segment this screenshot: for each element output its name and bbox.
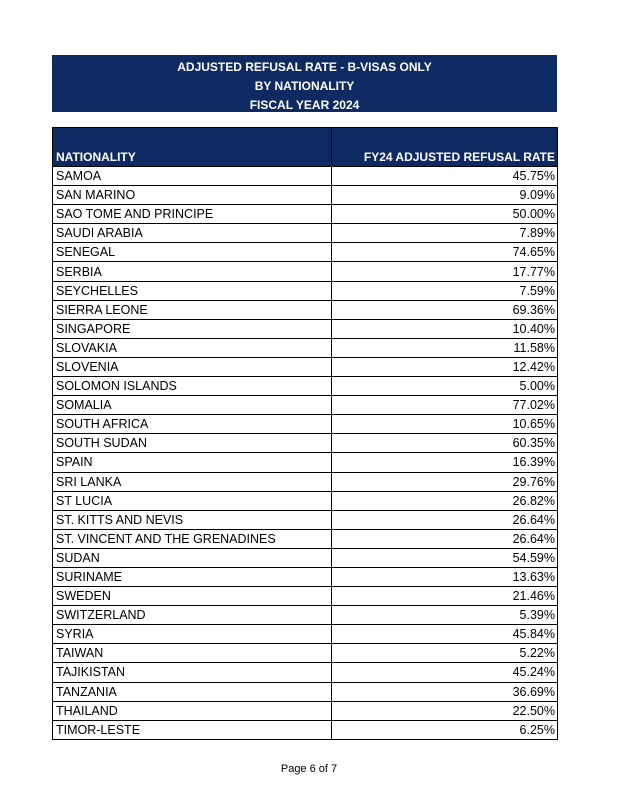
refusal-rate-cell: 7.89% (332, 224, 558, 243)
table-row (53, 186, 558, 205)
nationality-cell: SRI LANKA (53, 472, 332, 491)
refusal-rate-cell: 45.24% (332, 663, 558, 682)
table-row (53, 262, 558, 281)
refusal-rate-cell: 5.22% (332, 644, 558, 663)
table-row (53, 663, 558, 682)
refusal-rate-table-container (52, 127, 557, 740)
table-row (53, 338, 558, 357)
table-row (53, 300, 558, 319)
refusal-rate-cell: 5.00% (332, 377, 558, 396)
report-title-line-1: ADJUSTED REFUSAL RATE - B-VISAS ONLY (177, 60, 432, 74)
table-row (53, 472, 558, 491)
nationality-cell: SPAIN (53, 453, 332, 472)
refusal-rate-cell: 77.02% (332, 396, 558, 415)
table-row (53, 167, 558, 186)
refusal-rate-table (52, 127, 558, 740)
column-header-refusal-rate: FY24 ADJUSTED REFUSAL RATE (332, 128, 558, 167)
refusal-rate-cell: 10.65% (332, 415, 558, 434)
nationality-cell: SAO TOME AND PRINCIPE (53, 205, 332, 224)
nationality-cell: SEYCHELLES (53, 281, 332, 300)
table-row (53, 625, 558, 644)
refusal-rate-cell: 21.46% (332, 587, 558, 606)
refusal-rate-cell: 12.42% (332, 357, 558, 376)
table-row (53, 644, 558, 663)
nationality-cell: SWITZERLAND (53, 606, 332, 625)
nationality-cell: THAILAND (53, 701, 332, 720)
table-row (53, 415, 558, 434)
refusal-rate-cell: 22.50% (332, 701, 558, 720)
nationality-cell: SAN MARINO (53, 186, 332, 205)
table-row (53, 720, 558, 739)
refusal-rate-cell: 6.25% (332, 720, 558, 739)
table-row (53, 701, 558, 720)
table-row (53, 434, 558, 453)
refusal-rate-cell: 7.59% (332, 281, 558, 300)
nationality-cell: SENEGAL (53, 243, 332, 262)
table-row (53, 491, 558, 510)
refusal-rate-cell: 60.35% (332, 434, 558, 453)
refusal-rate-cell: 16.39% (332, 453, 558, 472)
table-row (53, 205, 558, 224)
nationality-cell: SUDAN (53, 548, 332, 567)
refusal-rate-cell: 45.84% (332, 625, 558, 644)
nationality-cell: SOUTH SUDAN (53, 434, 332, 453)
nationality-cell: SOUTH AFRICA (53, 415, 332, 434)
nationality-cell: TIMOR-LESTE (53, 720, 332, 739)
table-row (53, 319, 558, 338)
nationality-cell: ST. VINCENT AND THE GRENADINES (53, 529, 332, 548)
nationality-cell: TANZANIA (53, 682, 332, 701)
table-row (53, 567, 558, 586)
nationality-cell: TAIWAN (53, 644, 332, 663)
refusal-rate-cell: 13.63% (332, 567, 558, 586)
table-row (53, 548, 558, 567)
nationality-cell: SURINAME (53, 567, 332, 586)
refusal-rate-cell: 50.00% (332, 205, 558, 224)
table-row (53, 587, 558, 606)
refusal-rate-cell: 36.69% (332, 682, 558, 701)
report-title-line-3: FISCAL YEAR 2024 (249, 98, 360, 112)
nationality-cell: ST. KITTS AND NEVIS (53, 510, 332, 529)
nationality-cell: SINGAPORE (53, 319, 332, 338)
table-row (53, 682, 558, 701)
report-title-line-2: BY NATIONALITY (254, 79, 355, 93)
table-row (53, 510, 558, 529)
table-row (53, 453, 558, 472)
refusal-rate-cell: 45.75% (332, 167, 558, 186)
nationality-cell: SLOVAKIA (53, 338, 332, 357)
table-header-row (53, 128, 558, 167)
nationality-cell: SLOVENIA (53, 357, 332, 376)
refusal-rate-cell: 10.40% (332, 319, 558, 338)
table-row (53, 396, 558, 415)
table-row (53, 281, 558, 300)
nationality-cell: SYRIA (53, 625, 332, 644)
table-row (53, 606, 558, 625)
table-row (53, 377, 558, 396)
refusal-rate-cell: 74.65% (332, 243, 558, 262)
nationality-cell: ST LUCIA (53, 491, 332, 510)
nationality-cell: SWEDEN (53, 587, 332, 606)
nationality-cell: SOMALIA (53, 396, 332, 415)
nationality-cell: SAUDI ARABIA (53, 224, 332, 243)
table-row (53, 224, 558, 243)
refusal-rate-cell: 26.82% (332, 491, 558, 510)
page-number: Page 6 of 7 (280, 763, 338, 775)
report-title-block (52, 55, 557, 112)
refusal-rate-cell: 9.09% (332, 186, 558, 205)
table-row (53, 357, 558, 376)
nationality-cell: TAJIKISTAN (53, 663, 332, 682)
refusal-rate-cell: 69.36% (332, 300, 558, 319)
nationality-cell: SOLOMON ISLANDS (53, 377, 332, 396)
nationality-cell: SAMOA (53, 167, 332, 186)
refusal-rate-cell: 26.64% (332, 529, 558, 548)
table-row (53, 243, 558, 262)
nationality-cell: SIERRA LEONE (53, 300, 332, 319)
refusal-rate-cell: 29.76% (332, 472, 558, 491)
column-header-nationality: NATIONALITY (53, 128, 332, 167)
refusal-rate-cell: 17.77% (332, 262, 558, 281)
table-body (53, 167, 558, 740)
refusal-rate-cell: 11.58% (332, 338, 558, 357)
table-row (53, 529, 558, 548)
refusal-rate-cell: 54.59% (332, 548, 558, 567)
nationality-cell: SERBIA (53, 262, 332, 281)
refusal-rate-cell: 5.39% (332, 606, 558, 625)
refusal-rate-cell: 26.64% (332, 510, 558, 529)
